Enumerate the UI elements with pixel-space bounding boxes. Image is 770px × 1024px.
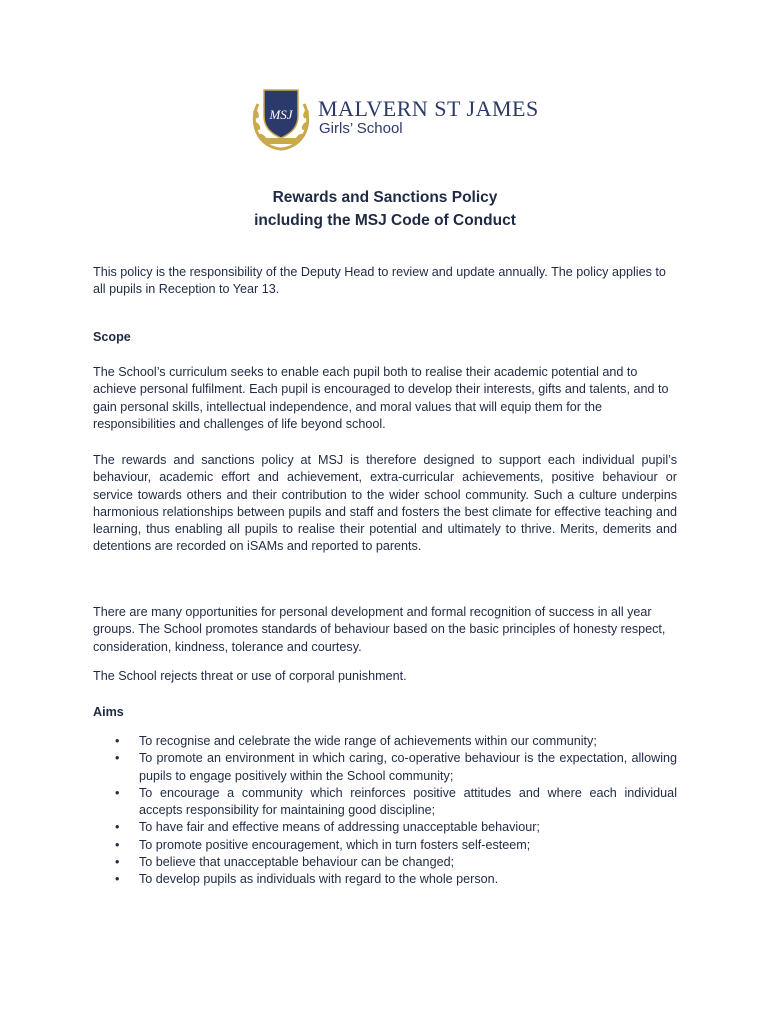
school-logo bbox=[250, 86, 539, 152]
bullet: • bbox=[115, 837, 120, 852]
scope-paragraph-2: The rewards and sanctions policy at MSJ is therefore designed to support each individual pupil’s behaviour, academic effort and achievement, extra-curricular achievements, positive behaviour or service towards others and their contribution to the wider school community. Such a culture underpins harmonious relationships between pupils and staff and fosters the best climate for effective teaching and learning, thus enabling all pupils to realise their potential and ultimately to thrive. Merits, demerits and detentions are recorded on iSAMs and reported to parents. bbox=[93, 453, 677, 554]
title-line-1: Rewards and Sanctions Policy bbox=[272, 189, 498, 206]
document-title bbox=[0, 186, 770, 232]
title-line-2: including the MSJ Code of Conduct bbox=[254, 212, 516, 229]
scope-heading: Scope bbox=[93, 330, 131, 344]
list-item: • To promote positive encouragement, which in turn fosters self-esteem; bbox=[93, 837, 677, 854]
list-item: • To encourage a community which reinforces positive attitudes and where each individual accepts responsibility for maintaining good discipline; bbox=[115, 785, 677, 818]
aims-heading: Aims bbox=[93, 705, 124, 719]
scope-paragraph-4: The School rejects threat or use of corporal punishment. bbox=[93, 669, 407, 683]
scope-paragraph-3: There are many opportunities for personal development and formal recognition of success in all year groups. The School promotes standards of behaviour based on the basic principles of honesty respect, consideration, kindness, tolerance and courtesy. bbox=[93, 605, 666, 654]
crest-letters: MSJ bbox=[269, 107, 293, 122]
list-item: • To recognise and celebrate the wide range of achievements within our community; bbox=[93, 733, 677, 750]
school-crest-icon bbox=[250, 86, 312, 152]
school-subtitle: Girls’ School bbox=[319, 120, 403, 137]
list-item: • To believe that unacceptable behaviour can be changed; bbox=[93, 854, 677, 871]
bullet: • bbox=[115, 820, 120, 835]
intro-paragraph: This policy is the responsibility of the Deputy Head to review and update annually. The policy applies to all pupils in Reception to Year 13. bbox=[93, 265, 666, 297]
bullet: • bbox=[115, 855, 120, 870]
scope-paragraph-1: The School’s curriculum seeks to enable each pupil both to realise their academic potential and to achieve personal fulfilment. Each pupil is encouraged to develop their interests, gifts and talents, and to gain personal skills, intellectual independence, and moral values that will equip them for the responsibilities and challenges of life beyond school. bbox=[93, 365, 669, 431]
school-name: MALVERN ST JAMES bbox=[318, 96, 539, 121]
bullet: • bbox=[115, 872, 120, 887]
bullet: • bbox=[115, 734, 120, 748]
aims-list bbox=[93, 733, 677, 889]
list-item: • To promote an environment in which caring, co-operative behaviour is the expectation, allowing pupils to engage positively within the School community; bbox=[115, 751, 677, 783]
bullet: • bbox=[115, 751, 120, 766]
list-item: • To develop pupils as individuals with regard to the whole person. bbox=[93, 871, 677, 888]
list-item: • To have fair and effective means of addressing unacceptable behaviour; bbox=[93, 819, 677, 836]
bullet: • bbox=[115, 785, 120, 800]
